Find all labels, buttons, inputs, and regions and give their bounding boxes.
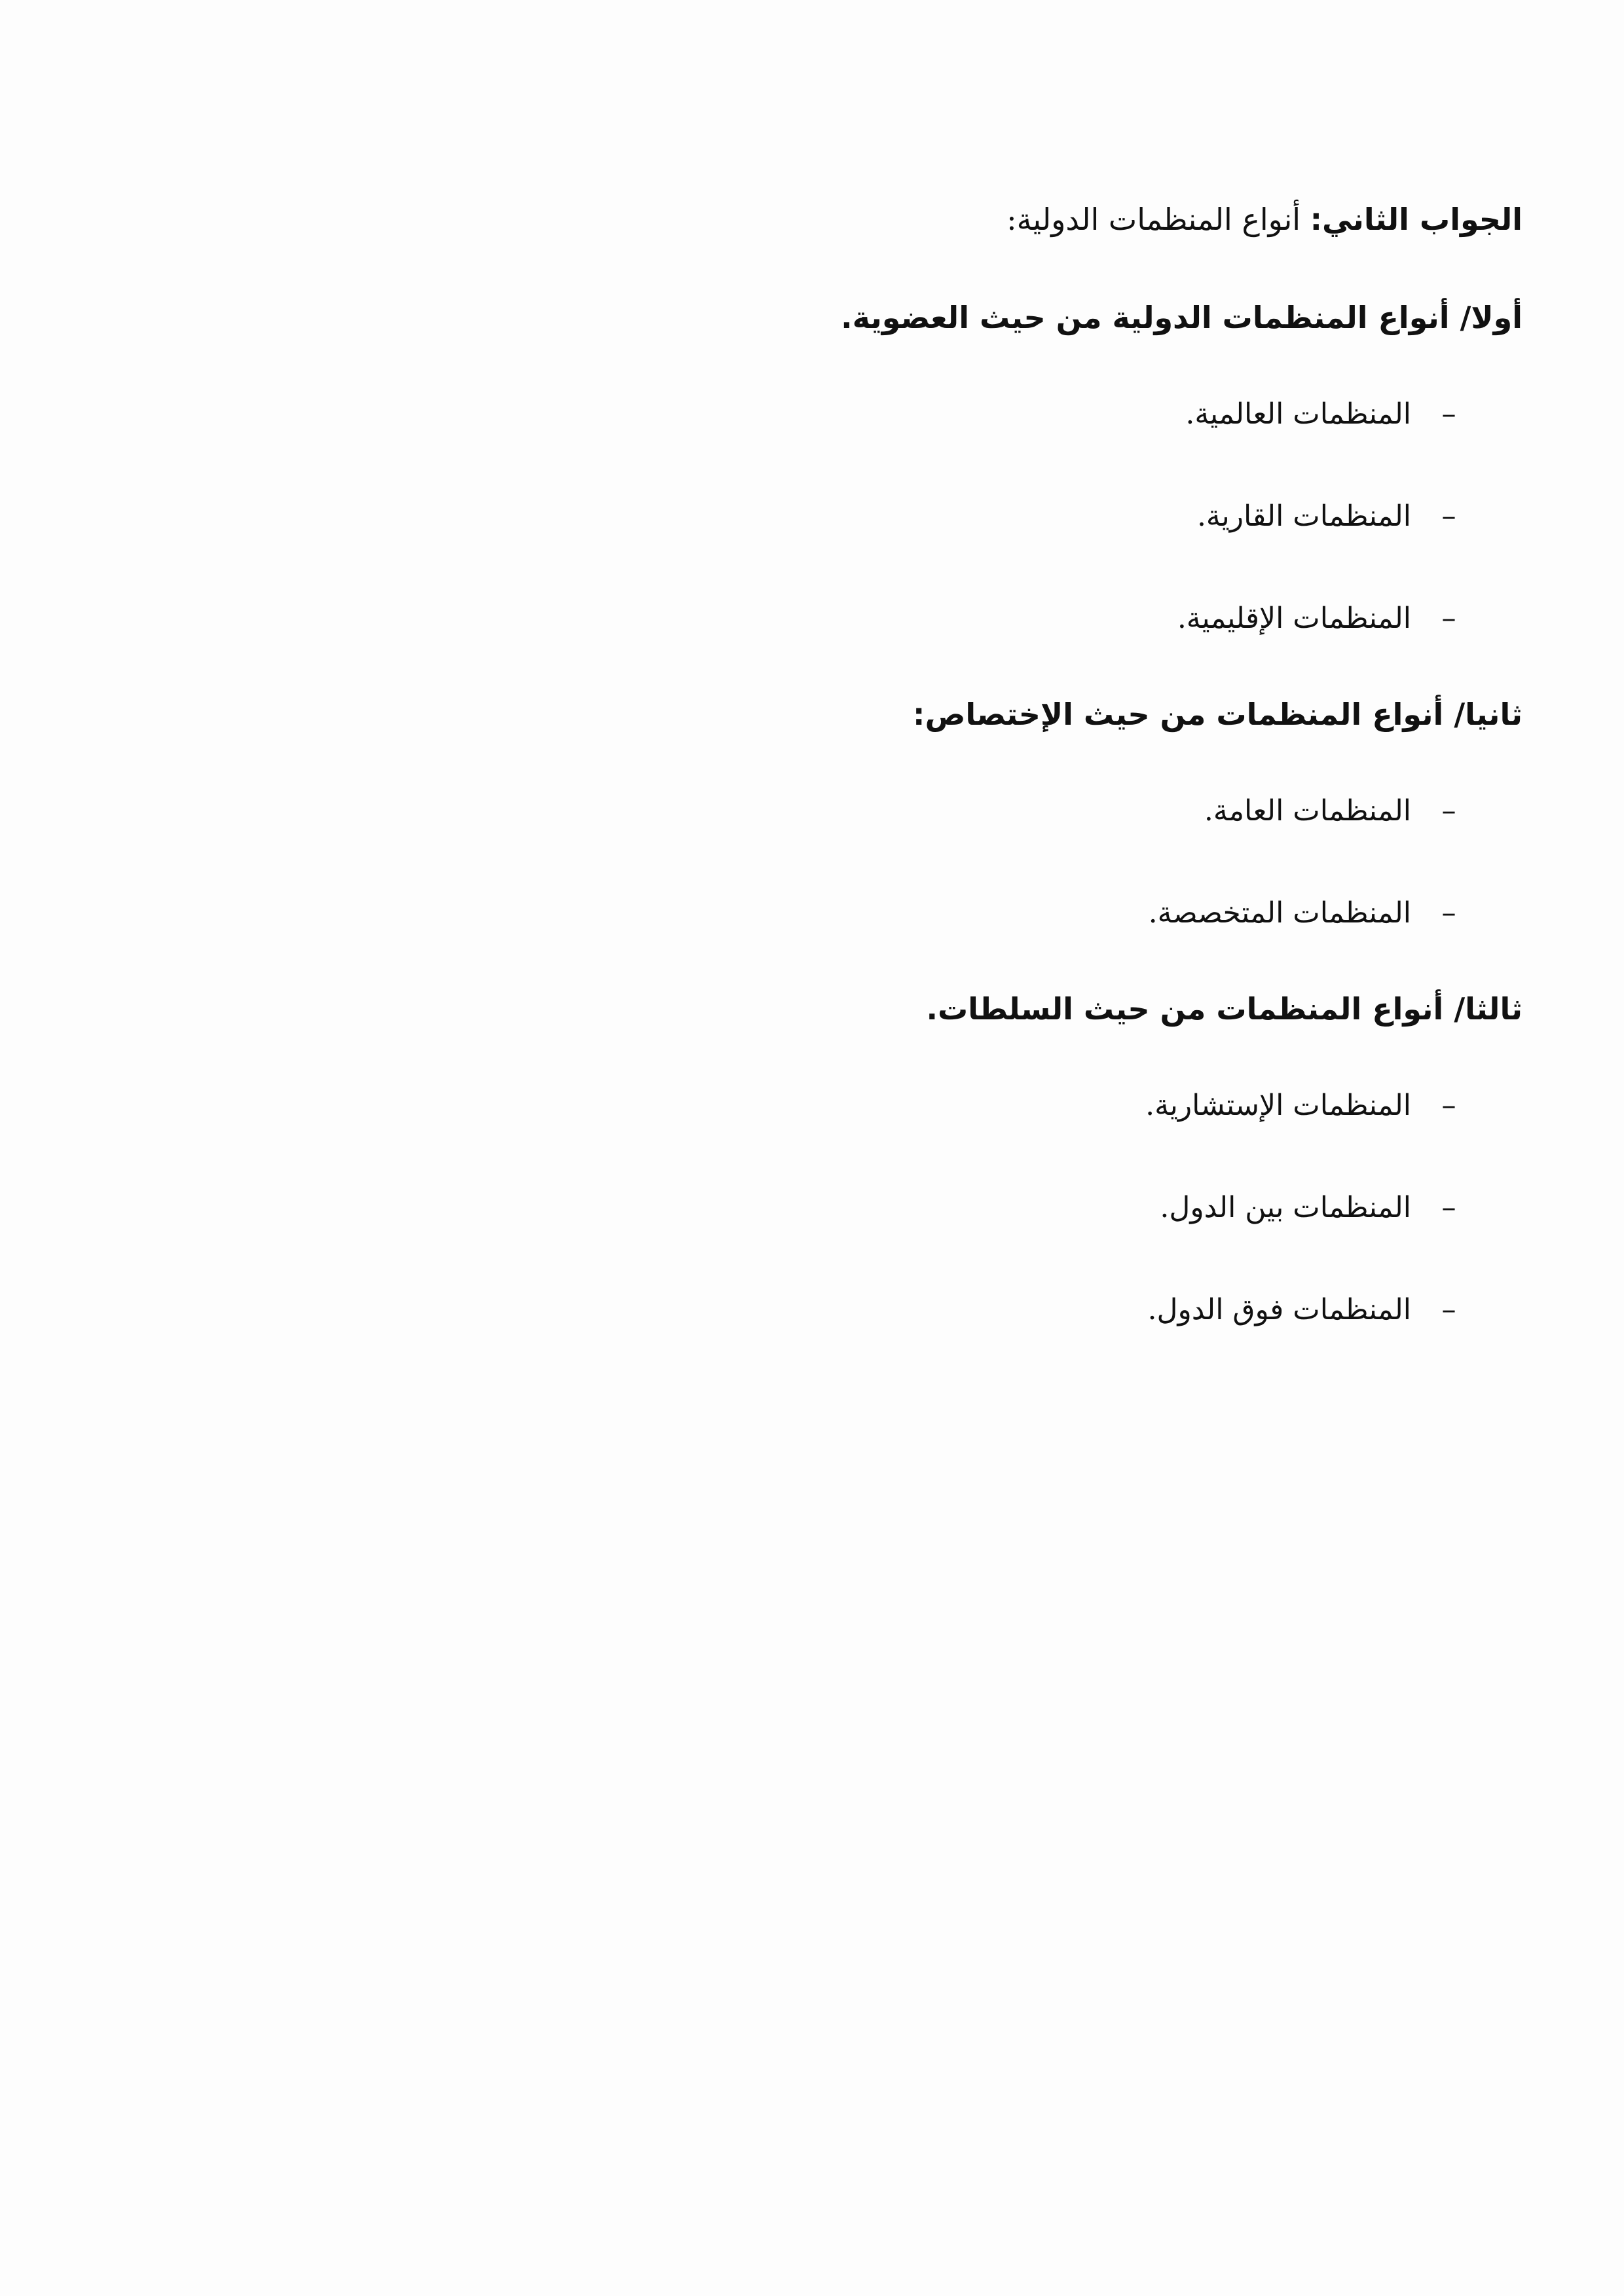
list-competence	[409, 788, 1522, 936]
dash-bullet: –	[1441, 1293, 1456, 1326]
list-item: –المنظمات الإقليمية.	[409, 596, 1467, 642]
list-item: –المنظمات العالمية.	[409, 392, 1467, 437]
dash-bullet: –	[1441, 397, 1456, 431]
dash-bullet: –	[1441, 896, 1456, 930]
dash-bullet: –	[1441, 602, 1456, 635]
document-body	[409, 196, 1522, 1383]
section-heading-membership: أولا/ أنواع المنظمات الدولية من حيث العضوية.	[841, 300, 1522, 335]
section-heading-powers: ثالثا/ أنواع المنظمات من حيث السلطات.	[926, 991, 1522, 1027]
list-item: –المنظمات العامة.	[409, 788, 1467, 834]
dash-bullet: –	[1441, 500, 1456, 533]
section-heading-competence: ثانيا/ أنواع المنظمات من حيث الإختصاص:	[913, 697, 1522, 732]
list-item: –المنظمات بين الدول.	[409, 1185, 1467, 1231]
answer-label: الجواب الثاني:	[1310, 202, 1522, 237]
dash-bullet: –	[1441, 1089, 1456, 1122]
answer-title: أنواع المنظمات الدولية:	[1006, 202, 1301, 237]
list-item: –المنظمات القارية.	[409, 494, 1467, 539]
dash-bullet: –	[1441, 794, 1456, 828]
list-membership	[409, 392, 1522, 642]
list-item: –المنظمات الإستشارية.	[409, 1083, 1467, 1129]
list-item: –المنظمات فوق الدول.	[409, 1287, 1467, 1333]
list-item: –المنظمات المتخصصة.	[409, 890, 1467, 936]
answer-heading	[409, 196, 1522, 242]
list-powers	[409, 1083, 1522, 1333]
dash-bullet: –	[1441, 1191, 1456, 1224]
